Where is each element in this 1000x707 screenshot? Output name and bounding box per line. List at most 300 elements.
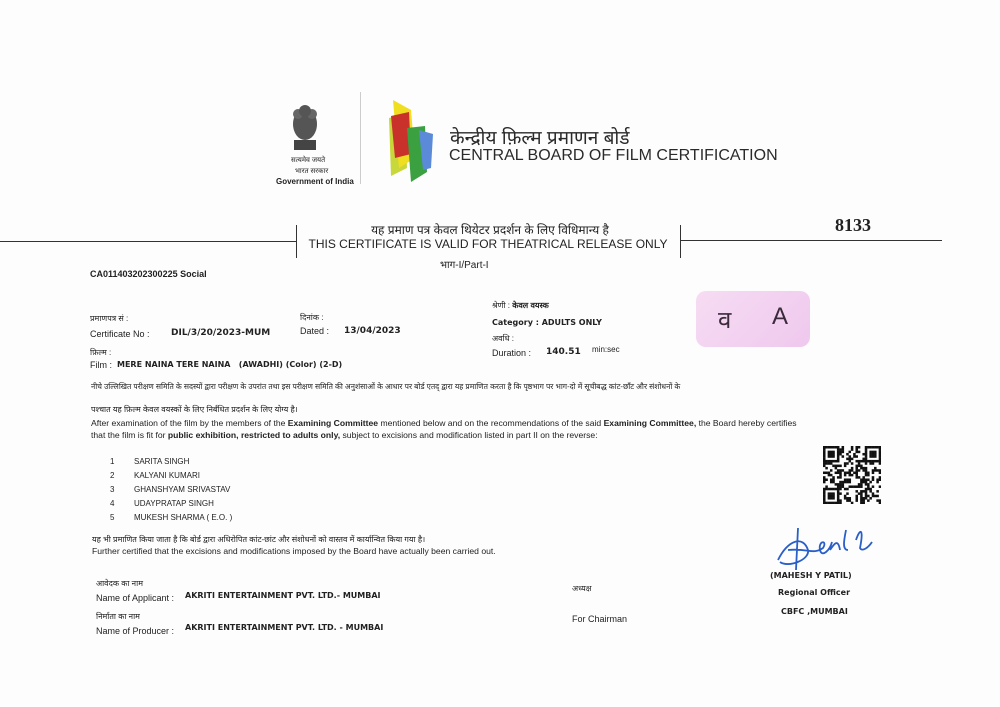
qr-module <box>867 446 870 449</box>
qr-module <box>865 490 868 493</box>
n: 4 <box>110 499 115 508</box>
qr-module <box>855 460 858 463</box>
n: 2 <box>110 471 115 480</box>
qr-module <box>855 499 858 502</box>
member-name: UDAYPRATAP SINGH <box>134 499 214 508</box>
qr-module <box>823 455 826 458</box>
qr-module <box>842 469 845 472</box>
qr-code-icon <box>823 446 881 504</box>
date-label: Dated : <box>300 326 330 336</box>
qr-module <box>855 490 858 493</box>
qr-module <box>849 472 852 475</box>
qr-module <box>867 472 870 475</box>
qr-module <box>860 495 863 498</box>
qr-module <box>823 497 826 500</box>
qr-module <box>867 460 870 463</box>
duration-value: 140.51 <box>546 347 581 357</box>
qr-module <box>825 472 828 475</box>
qr-module <box>844 462 847 465</box>
producer-value: AKRITI ENTERTAINMENT PVT. LTD. - MUMBAI <box>185 623 384 632</box>
qr-module <box>828 474 831 477</box>
qr-module <box>835 483 838 486</box>
qr-module <box>879 502 881 504</box>
serial-number: 8133 <box>835 215 871 235</box>
qr-module <box>830 453 833 456</box>
category-hindi-label: श्रेणी : <box>492 301 510 310</box>
qr-module <box>865 462 868 465</box>
qr-module <box>823 478 826 481</box>
qr-module <box>860 497 863 500</box>
header-divider <box>360 92 361 184</box>
qr-module <box>832 446 835 449</box>
signatory-name: (MAHESH Y PATIL) <box>770 571 852 580</box>
qr-module <box>876 478 879 481</box>
qr-module <box>839 472 842 475</box>
qr-module <box>874 455 877 458</box>
further-english: Further certified that the excisions and modifications imposed by the Board have actually been carried out. <box>92 546 496 556</box>
qr-module <box>832 455 835 458</box>
qr-module <box>860 481 863 484</box>
qr-module <box>872 478 875 481</box>
qr-module <box>865 446 868 449</box>
grade-english: A <box>772 303 789 330</box>
qr-module <box>837 446 840 449</box>
qr-module <box>858 476 861 479</box>
member-name: MUKESH SHARMA ( E.O. ) <box>134 513 233 522</box>
qr-module <box>872 455 875 458</box>
emblem-motto: सत्यमेव जयते <box>291 157 326 164</box>
qr-module <box>869 455 872 458</box>
qr-module <box>872 453 875 456</box>
qr-module <box>837 499 840 502</box>
category-value: ADULTS ONLY <box>541 318 602 327</box>
qr-module <box>874 467 877 470</box>
ashoka-emblem-icon <box>288 102 322 154</box>
qr-module <box>825 467 828 470</box>
qr-module <box>867 478 870 481</box>
qr-module <box>835 465 838 468</box>
film-label: Film : <box>90 360 112 370</box>
part-label: भाग-I/Part-I <box>440 260 489 271</box>
qr-module <box>823 472 826 475</box>
qr-module <box>869 490 872 493</box>
qr-module <box>860 490 863 493</box>
validity-english: THIS CERTIFICATE IS VALID FOR THEATRICAL RELEASE ONLY <box>308 237 668 251</box>
qr-module <box>830 474 833 477</box>
qr-module <box>874 495 877 498</box>
qr-module <box>825 478 828 481</box>
qr-module <box>839 453 842 456</box>
t: mentioned below and on the recommendations of the said <box>378 418 604 428</box>
qr-module <box>842 481 845 484</box>
qr-module <box>839 451 842 454</box>
qr-module <box>858 492 861 495</box>
qr-module <box>865 458 868 461</box>
qr-module <box>879 451 881 454</box>
qr-module <box>869 497 872 500</box>
qr-module <box>851 458 854 461</box>
qr-module <box>855 448 858 451</box>
qr-module <box>853 455 856 458</box>
qr-module <box>855 476 858 479</box>
qr-module <box>876 446 879 449</box>
qr-module <box>823 446 826 449</box>
qr-module <box>832 451 835 454</box>
qr-module <box>867 474 870 477</box>
qr-module <box>876 495 879 498</box>
qr-module <box>828 492 831 495</box>
qr-module <box>879 478 881 481</box>
banner-tick-right <box>680 225 681 258</box>
n: 3 <box>110 485 115 494</box>
qr-module <box>823 460 826 463</box>
qr-module <box>830 478 833 481</box>
qr-module <box>830 455 833 458</box>
validity-hindi: यह प्रमाण पत्र केवल थियेटर प्रदर्शन के लिए विधिमान्य है <box>371 223 609 237</box>
qr-module <box>828 455 831 458</box>
qr-module <box>825 460 828 463</box>
qr-module <box>844 497 847 500</box>
qr-module <box>842 485 845 488</box>
date-hindi: दिनांक : <box>300 313 324 322</box>
qr-module <box>860 502 863 504</box>
qr-module <box>823 492 826 495</box>
qr-module <box>830 502 833 504</box>
qr-module <box>855 472 858 475</box>
qr-module <box>879 455 881 458</box>
duration-hindi: अवधि : <box>492 334 514 343</box>
qr-module <box>858 485 861 488</box>
qr-module <box>842 448 845 451</box>
qr-module <box>835 460 838 463</box>
qr-module <box>839 469 842 472</box>
qr-module <box>865 481 868 484</box>
qr-module <box>823 476 826 479</box>
qr-module <box>872 460 875 463</box>
qr-module <box>823 490 826 493</box>
qr-module <box>839 476 842 479</box>
qr-module <box>879 476 881 479</box>
qr-module <box>849 499 852 502</box>
t: After examination of the film by the members of the <box>91 418 288 428</box>
producer-hindi: निर्माता का नाम <box>96 612 140 621</box>
qr-module <box>869 462 872 465</box>
board-name-english: CENTRAL BOARD OF FILM CERTIFICATION <box>449 147 778 164</box>
qr-module <box>858 469 861 472</box>
duration-unit: min:sec <box>592 345 620 354</box>
qr-module <box>849 451 852 454</box>
qr-module <box>865 460 868 463</box>
qr-module <box>872 485 875 488</box>
qr-module <box>832 465 835 468</box>
qr-module <box>830 462 833 465</box>
n: 5 <box>110 513 115 522</box>
qr-module <box>860 492 863 495</box>
qr-module <box>842 483 845 486</box>
qr-module <box>830 488 833 491</box>
qr-module <box>879 485 881 488</box>
qr-module <box>876 460 879 463</box>
qr-module <box>842 451 845 454</box>
qr-module <box>832 492 835 495</box>
qr-module <box>844 488 847 491</box>
qr-module <box>849 485 852 488</box>
qr-module <box>839 481 842 484</box>
board-name-hindi: केन्द्रीय फ़िल्म प्रमाणन बोर्ड <box>450 128 630 149</box>
category-row <box>492 318 602 327</box>
qr-module <box>867 485 870 488</box>
qr-module <box>842 446 845 449</box>
qr-module <box>879 460 881 463</box>
qr-module <box>853 485 856 488</box>
qr-module <box>828 472 831 475</box>
qr-module <box>867 495 870 498</box>
qr-module <box>839 485 842 488</box>
qr-module <box>851 485 854 488</box>
qr-module <box>837 465 840 468</box>
category-label: Category : <box>492 318 539 327</box>
qr-module <box>865 474 868 477</box>
category-hindi-row <box>492 300 549 311</box>
qr-module <box>876 499 879 502</box>
qr-module <box>832 460 835 463</box>
qr-module <box>837 495 840 498</box>
qr-module <box>835 502 838 504</box>
qr-module <box>862 458 865 461</box>
qr-module <box>849 478 852 481</box>
qr-module <box>846 481 849 484</box>
qr-module <box>851 502 854 504</box>
qr-module <box>839 474 842 477</box>
qr-module <box>823 499 826 502</box>
committee-list <box>110 455 232 525</box>
qr-module <box>842 455 845 458</box>
qr-module <box>865 472 868 475</box>
qr-module <box>844 481 847 484</box>
qr-module <box>828 502 831 504</box>
category-hindi-value: केवल वयस्क <box>512 301 549 310</box>
qr-module <box>867 499 870 502</box>
qr-module <box>869 488 872 491</box>
qr-module <box>867 483 870 486</box>
qr-module <box>828 453 831 456</box>
qr-module <box>865 467 868 470</box>
qr-module <box>830 469 833 472</box>
qr-module <box>872 451 875 454</box>
qr-module <box>869 481 872 484</box>
qr-module <box>855 485 858 488</box>
qr-module <box>837 472 840 475</box>
qr-module <box>830 481 833 484</box>
qr-module <box>879 469 881 472</box>
qr-module <box>858 465 861 468</box>
qr-module <box>855 451 858 454</box>
qr-module <box>832 488 835 491</box>
qr-module <box>828 497 831 500</box>
qr-module <box>844 474 847 477</box>
qr-module <box>872 492 875 495</box>
qr-module <box>846 458 849 461</box>
qr-module <box>851 462 854 465</box>
qr-module <box>862 469 865 472</box>
qr-module <box>837 455 840 458</box>
qr-module <box>837 502 840 504</box>
body-english-line2 <box>91 430 598 440</box>
qr-module <box>860 467 863 470</box>
qr-module <box>865 495 868 498</box>
member-name: GHANSHYAM SRIVASTAV <box>134 485 231 494</box>
qr-module <box>872 446 875 449</box>
qr-module <box>865 483 868 486</box>
qr-module <box>851 446 854 449</box>
qr-module <box>872 495 875 498</box>
qr-module <box>855 455 858 458</box>
qr-module <box>837 476 840 479</box>
qr-module <box>855 465 858 468</box>
reference-number: CA011403202300225 Social <box>90 269 207 279</box>
qr-module <box>832 453 835 456</box>
gov-hindi: भारत सरकार <box>295 168 329 175</box>
qr-module <box>879 453 881 456</box>
qr-module <box>858 483 861 486</box>
qr-module <box>823 465 826 468</box>
qr-module <box>874 453 877 456</box>
qr-module <box>858 451 861 454</box>
qr-module <box>823 502 826 504</box>
certificate-grade-badge <box>696 291 810 347</box>
qr-module <box>835 488 838 491</box>
qr-module <box>849 455 852 458</box>
qr-module <box>823 448 826 451</box>
qr-module <box>849 458 852 461</box>
qr-module <box>825 502 828 504</box>
qr-module <box>837 490 840 493</box>
film-value: MERE NAINA TERE NAINA (AWADHI) (Color) (2-D) <box>117 360 343 369</box>
qr-module <box>830 446 833 449</box>
gov-english: Government of India <box>276 177 354 186</box>
qr-module <box>879 448 881 451</box>
qr-module <box>846 492 849 495</box>
qr-module <box>862 499 865 502</box>
qr-module <box>849 497 852 500</box>
qr-module <box>832 476 835 479</box>
body-hindi-line2: पश्चात यह फ़िल्म केवल वयस्कों के लिए निर्बंधित प्रदर्शन के लिए योग्य है। <box>91 405 298 414</box>
qr-module <box>853 472 856 475</box>
qr-module <box>862 467 865 470</box>
qr-module <box>837 492 840 495</box>
qr-module <box>862 490 865 493</box>
t: that the film is fit for <box>91 430 168 440</box>
qr-module <box>839 448 842 451</box>
qr-module <box>851 448 854 451</box>
member-name: KALYANI KUMARI <box>134 471 200 480</box>
qr-module <box>860 465 863 468</box>
qr-module <box>832 478 835 481</box>
qr-module <box>823 462 826 465</box>
film-hindi: फ़िल्म : <box>90 348 112 357</box>
qr-module <box>865 497 868 500</box>
committee-member <box>110 483 232 497</box>
qr-module <box>823 488 826 491</box>
qr-module <box>832 481 835 484</box>
qr-module <box>837 460 840 463</box>
qr-module <box>839 499 842 502</box>
qr-module <box>858 460 861 463</box>
cbfc-logo-icon <box>385 98 445 186</box>
grade-hindi: व <box>718 307 732 334</box>
qr-module <box>869 460 872 463</box>
qr-module <box>869 453 872 456</box>
qr-module <box>862 478 865 481</box>
qr-module <box>839 492 842 495</box>
qr-module <box>855 446 858 449</box>
qr-module <box>876 469 879 472</box>
committee-member <box>110 469 232 483</box>
qr-module <box>835 467 838 470</box>
qr-module <box>830 495 833 498</box>
qr-module <box>830 460 833 463</box>
qr-module <box>860 460 863 463</box>
qr-module <box>855 469 858 472</box>
qr-module <box>846 478 849 481</box>
qr-module <box>855 497 858 500</box>
qr-module <box>828 488 831 491</box>
qr-module <box>874 469 877 472</box>
qr-module <box>879 446 881 449</box>
qr-module <box>851 474 854 477</box>
qr-module <box>837 448 840 451</box>
qr-module <box>828 462 831 465</box>
qr-module <box>879 462 881 465</box>
signatory-title: Regional Officer <box>778 588 851 597</box>
qr-module <box>865 488 868 491</box>
qr-module <box>874 446 877 449</box>
qr-module <box>851 469 854 472</box>
chairman-hindi: अध्यक्ष <box>572 584 592 593</box>
date-value: 13/04/2023 <box>344 326 401 336</box>
applicant-hindi: आवेदक का नाम <box>96 579 143 588</box>
qr-module <box>844 495 847 498</box>
qr-module <box>874 451 877 454</box>
qr-module <box>860 483 863 486</box>
n: 1 <box>110 457 115 466</box>
qr-module <box>837 469 840 472</box>
qr-module <box>862 476 865 479</box>
committee-member <box>110 497 232 511</box>
qr-module <box>858 462 861 465</box>
qr-module <box>865 451 868 454</box>
qr-module <box>837 453 840 456</box>
committee-member <box>110 511 232 525</box>
qr-module <box>837 497 840 500</box>
qr-module <box>872 472 875 475</box>
qr-module <box>825 485 828 488</box>
qr-module <box>835 472 838 475</box>
qr-module <box>846 453 849 456</box>
qr-module <box>869 451 872 454</box>
t: the Board hereby certifies <box>696 418 797 428</box>
signatory-office: CBFC ,MUMBAI <box>781 607 848 616</box>
qr-module <box>828 451 831 454</box>
qr-module <box>846 497 849 500</box>
qr-module <box>872 476 875 479</box>
further-hindi: यह भी प्रमाणित किया जाता है कि बोर्ड द्वारा अधिरोपित कांट-छांट और संशोधनों को वास्तव में कार्यान्वित किया गया है। <box>92 535 426 544</box>
qr-module <box>849 469 852 472</box>
producer-label: Name of Producer : <box>96 626 175 636</box>
qr-module <box>867 488 870 491</box>
qr-module <box>862 453 865 456</box>
qr-module <box>851 467 854 470</box>
